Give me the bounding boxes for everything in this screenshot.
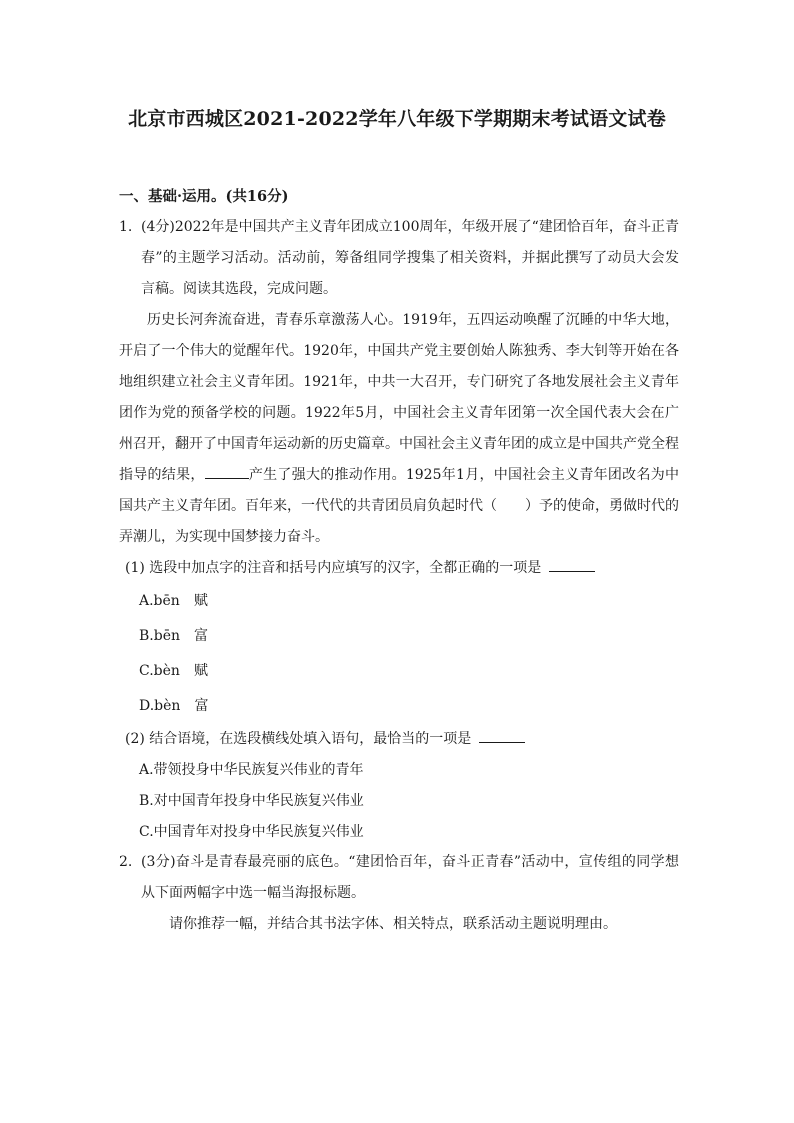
- question-2-intro: [119, 847, 679, 909]
- question-number: 2.: [119, 854, 133, 870]
- option-b: B.对中国青年投身中华民族复兴伟业: [139, 793, 364, 809]
- section-heading: 一、基础·运用。(共16分): [119, 188, 289, 205]
- exam-title: 北京市西城区2021-2022学年八年级下学期期末考试语文试卷: [128, 108, 666, 130]
- option-c: C.中国青年对投身中华民族复兴伟业: [139, 824, 364, 840]
- option-label: D.bèn: [139, 698, 181, 714]
- fill-blank-line: [205, 464, 249, 479]
- passage-text-1: 历史长河奔流奋进，青春乐章激荡人心。1919年，五四运动唤醒了沉睡的中华大地，开启了一个伟大的觉醒年代。1920年，中国共产党主要创始人陈独秀、李大钊等开始在各地组织建立社会主义青年团。1921年，中共一大召开，专门研究了各地发展社会主义青年团作为党的预备学校的问题。1922年5月，中国社会主义青年团第一次全国代表大会在广州召开，翻开了中国青年运动新的历史篇章。中国社会主义青年团的成立是中国共产党全程指导的结果，: [119, 312, 679, 483]
- sub-question-1-text: [119, 553, 679, 584]
- option-d: [139, 689, 679, 724]
- reading-passage: [119, 305, 679, 553]
- question-2-instruction: 请你推荐一幅，并结合其书法字体、相关特点，联系活动主题说明理由。: [169, 916, 617, 932]
- sub-question-1-prompt: (1) 选段中加点字的注音和括号内应填写的汉字，全都正确的一项是: [125, 560, 542, 576]
- sub-question-2-text: [119, 724, 679, 755]
- option-char: 富: [194, 698, 209, 714]
- option-b: [139, 619, 679, 654]
- sub-question-2-prompt: (2) 结合语境，在选段横线处填入语句，最恰当的一项是: [125, 731, 472, 747]
- question-number: 1.: [119, 219, 133, 235]
- answer-blank: [479, 728, 525, 743]
- sub-question-2: [119, 724, 679, 848]
- sub-question-1: [119, 553, 679, 724]
- option-char: 富: [194, 628, 209, 644]
- option-label: B.bēn: [139, 628, 181, 644]
- question-1: [119, 212, 679, 848]
- passage-text-3: ）予的使命，勇做时代的弄潮儿，为实现中国梦接力奋斗。: [119, 498, 679, 545]
- option-label: A.bēn: [139, 593, 180, 609]
- option-label: C.bèn: [139, 663, 180, 679]
- question-1-intro: [119, 212, 679, 305]
- question-1-intro-text: (4分)2022年是中国共产主义青年团成立100周年，年级开展了“建团恰百年，奋斗正青春”的主题学习活动。活动前，筹备组同学搜集了相关资料，并据此撰写了动员大会发言稿。阅读其选段，完成问题。: [141, 219, 679, 297]
- option-a: A.带领投身中华民族复兴伟业的青年: [139, 762, 364, 778]
- option-a: [139, 584, 679, 619]
- question-2: [119, 847, 679, 940]
- question-2-intro-text: (3分)奋斗是青春最亮丽的底色。“建团恰百年，奋斗正青春”活动中，宣传组的同学想从下面两幅字中选一幅当海报标题。: [141, 854, 679, 901]
- answer-blank: [549, 557, 595, 572]
- option-char: 赋: [193, 663, 208, 679]
- passage-text-2: 产生了强大的推动作用。1925年1月，中国社会主义青年团改名为中国共产主义青年团。百年来，一代代的共青团员肩负起时代（: [119, 467, 679, 514]
- option-char: 赋: [193, 593, 208, 609]
- option-c: [139, 654, 679, 689]
